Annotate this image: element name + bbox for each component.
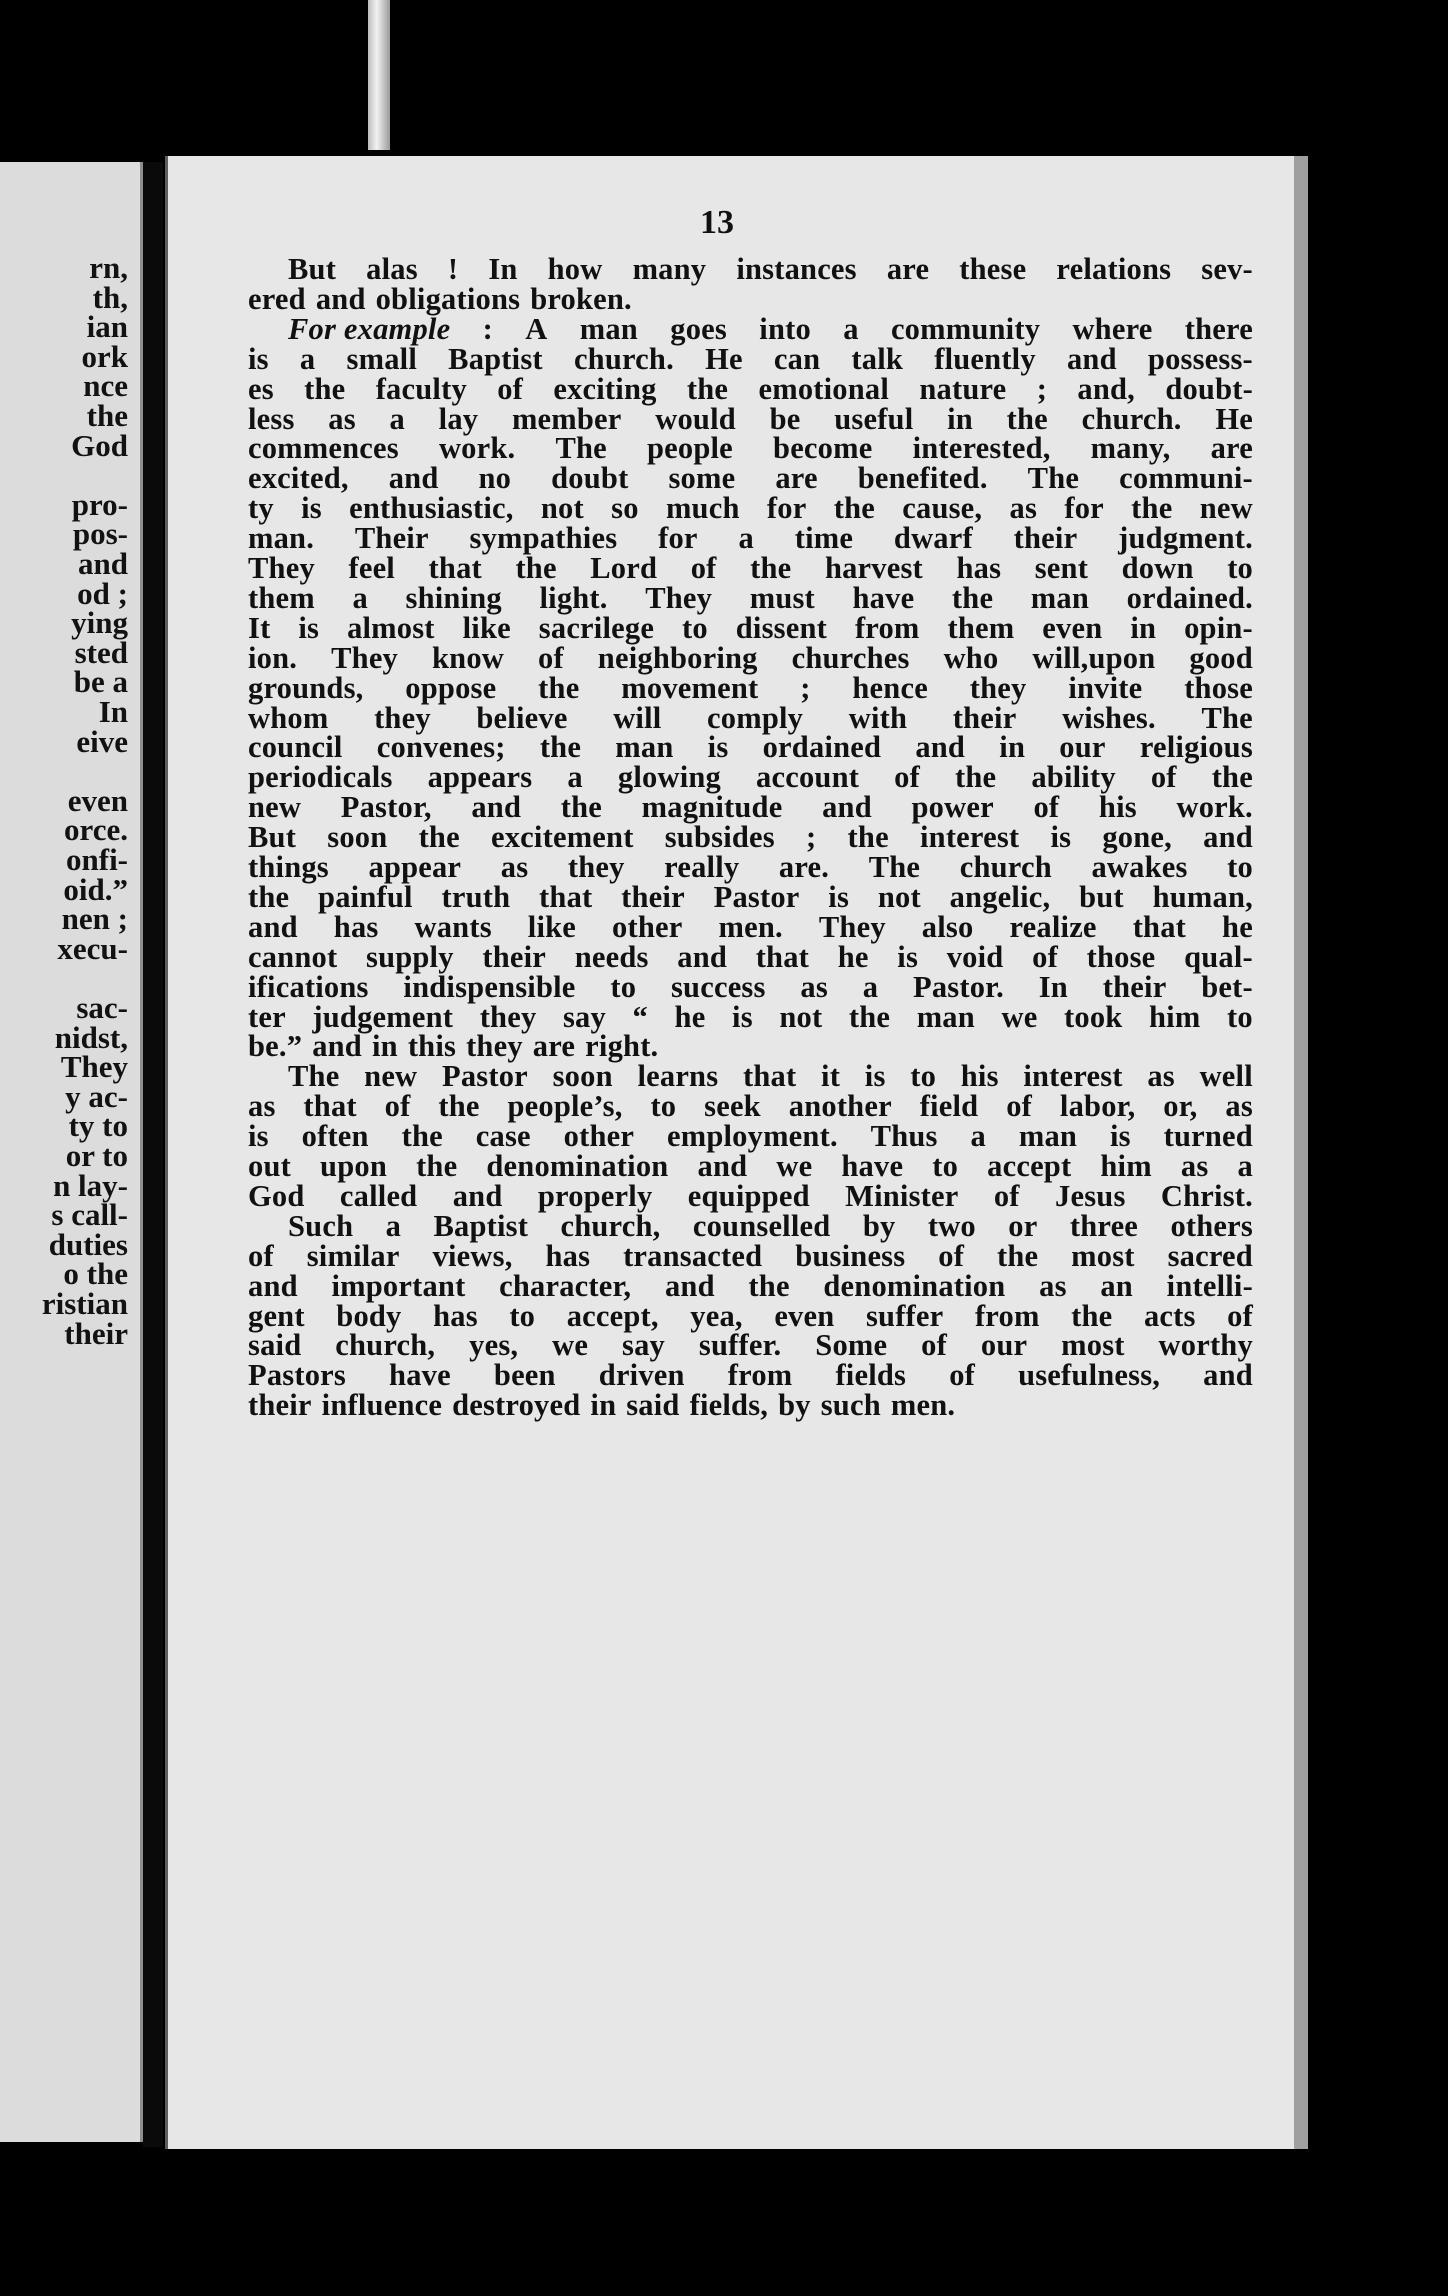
body-text-line: But soon the excitement subsides ; the interest is gone, and: [248, 820, 1253, 855]
body-text-line: whom they believe will comply with their wishes. The: [248, 700, 1253, 735]
body-text-line: and has wants like other men. They also realize that he: [248, 909, 1253, 944]
body-text-line: and important character, and the denomination as an intelli-: [248, 1268, 1253, 1303]
body-text-line: gent body has to accept, yea, even suffer from the acts of: [248, 1298, 1253, 1333]
left-page-line: be a: [73, 664, 128, 700]
left-page-line: onfi-: [66, 842, 128, 877]
left-page-line: o the: [63, 1256, 128, 1292]
left-page-line: their: [64, 1315, 128, 1351]
left-page-line: sac-: [76, 990, 128, 1025]
body-text-line: ifications indispensible to success as a Pastor. In their bet-: [248, 969, 1253, 1004]
body-text-line: be.” and in this they are right.: [248, 1029, 659, 1064]
left-page-line: In: [98, 694, 128, 729]
body-text-line: Pastors have been driven from fields of usefulness, and: [248, 1358, 1253, 1393]
book-gutter: [143, 162, 163, 2147]
left-page-line: rn,: [89, 250, 128, 285]
left-page-line: pos-: [72, 516, 128, 552]
body-text-line: commences work. The people become interested, many, are: [248, 431, 1253, 466]
left-page-line: y ac-: [65, 1078, 128, 1114]
body-text-line: said church, yes, we say suffer. Some of our most worthy: [248, 1328, 1253, 1363]
body-text-line: is a small Baptist church. He can talk fluently and possess-: [248, 341, 1253, 376]
book-page: [165, 156, 1308, 2149]
left-page-line: oid.”: [63, 871, 128, 907]
left-page-line: even: [67, 782, 128, 818]
body-text-line: their influence destroyed in said fields, by such men.: [248, 1388, 956, 1423]
body-text-line: They feel that the Lord of the harvest has sent down to: [248, 551, 1253, 585]
left-page-line: od ;: [77, 575, 128, 611]
left-page-line: pro-: [71, 486, 128, 522]
previous-page-fragment: [0, 162, 143, 2142]
left-page-line: sted: [74, 634, 128, 670]
left-page-line: nce: [83, 368, 128, 404]
body-text-line: the painful truth that their Pastor is not angelic, but human,: [248, 879, 1253, 914]
body-text-line: es the faculty of exciting the emotional nature ; and, doubt-: [248, 371, 1253, 406]
body-text-line: new Pastor, and the magnitude and power of his work.: [248, 790, 1253, 825]
body-text-line: But alas ! In how many instances are these relations sev-: [288, 252, 1253, 286]
body-text-line: periodicals appears a glowing account of the ability of the: [248, 760, 1253, 795]
body-text-line: Such a Baptist church, counselled by two or three others: [288, 1208, 1253, 1243]
body-text-line: ty is enthusiastic, not so much for the cause, as for the new: [248, 491, 1253, 526]
body-text-line: For example : A man goes into a community where there: [288, 311, 1253, 346]
left-page-line: th,: [92, 279, 128, 315]
left-page-line: ristian: [41, 1286, 128, 1321]
left-page-line: nen ;: [61, 901, 128, 937]
body-text-line: ion. They know of neighboring churches who will,upon good: [248, 640, 1253, 675]
left-page-line: ian: [86, 309, 128, 345]
left-page-line: orce.: [64, 812, 128, 848]
body-text-line: is often the case other employment. Thus a man is turned: [248, 1119, 1253, 1154]
body-text-line: It is almost like sacrilege to dissent from them even in opin-: [248, 610, 1253, 645]
body-text-line: out upon the denomination and we have to accept him as a: [248, 1149, 1253, 1183]
body-text-line: grounds, oppose the movement ; hence they invite those: [248, 670, 1253, 705]
left-page-line: or to: [65, 1138, 128, 1173]
left-page-line: ying: [71, 605, 128, 641]
left-page-line: n lay-: [53, 1167, 128, 1203]
body-text-line: cannot supply their needs and that he is void of those qual-: [248, 939, 1253, 974]
left-page-line: God: [71, 427, 128, 463]
left-page-line: duties: [48, 1226, 128, 1262]
body-text-line: things appear as they really are. The church awakes to: [248, 850, 1253, 884]
left-page-line: ork: [81, 338, 128, 374]
body-text-line: as that of the people’s, to seek another field of labor, or, as: [248, 1089, 1253, 1124]
body-text-line: council convenes; the man is ordained and in our religious: [248, 730, 1253, 765]
left-page-line: the: [86, 398, 128, 433]
body-text-line: of similar views, has transacted business of the most sacred: [248, 1238, 1253, 1273]
body-text-line: them a shining light. They must have the man ordained.: [248, 580, 1253, 615]
body-text-line: ter judgement they say “ he is not the man we took him to: [248, 999, 1253, 1034]
body-text-line: man. Their sympathies for a time dwarf their judgment.: [248, 521, 1253, 556]
body-text-line: less as a lay member would be useful in the church. He: [248, 401, 1253, 436]
body-text-line: ered and obligations broken.: [248, 281, 632, 316]
left-page-line: s call-: [51, 1197, 128, 1233]
left-page-line: eive: [76, 723, 128, 759]
body-text-line: God called and properly equipped Minister of Jesus Christ.: [248, 1178, 1253, 1213]
left-page-line: and: [78, 546, 128, 581]
body-text-line: The new Pastor soon learns that it is to his interest as well: [288, 1059, 1253, 1094]
left-page-line: ty to: [68, 1108, 128, 1144]
left-page-line: They: [60, 1049, 128, 1085]
page-number: 13: [700, 204, 734, 241]
bookmark-strip: [368, 0, 390, 150]
body-text-line: excited, and no doubt some are benefited. The communi-: [248, 461, 1253, 496]
left-page-line: xecu-: [57, 930, 128, 966]
left-page-line: nidst,: [54, 1019, 128, 1055]
